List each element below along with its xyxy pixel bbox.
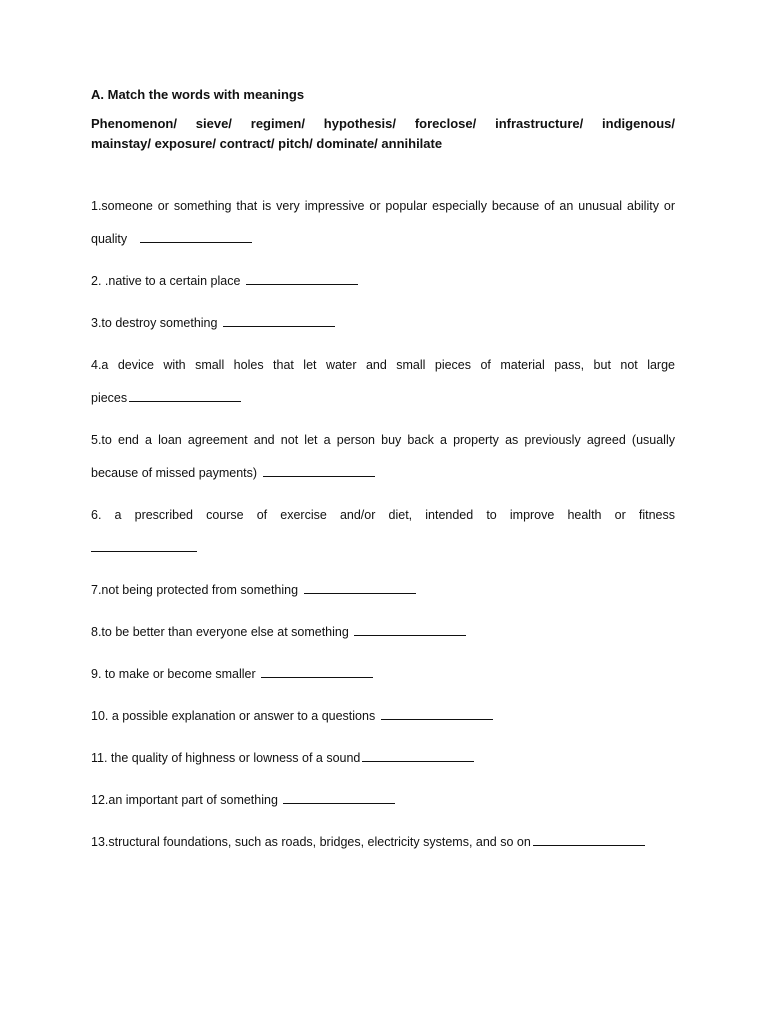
definition-text: 2. .native to a certain place bbox=[91, 274, 241, 288]
answer-blank[interactable] bbox=[354, 621, 466, 636]
definition-item-8 bbox=[91, 616, 675, 649]
definition-item-2 bbox=[91, 265, 675, 298]
definition-text-cont: because of missed payments) bbox=[91, 466, 258, 480]
definition-item-1 bbox=[91, 190, 675, 256]
definition-item-3 bbox=[91, 307, 675, 340]
definition-text: 1.someone or something that is very impressive or popular especially because of an unusual ability or bbox=[91, 199, 675, 213]
section-heading: A. Match the words with meanings bbox=[91, 87, 305, 102]
answer-blank[interactable] bbox=[533, 831, 645, 846]
answer-blank[interactable] bbox=[129, 387, 241, 402]
word-bank bbox=[91, 114, 675, 154]
worksheet-content bbox=[91, 86, 675, 868]
word-bank-line-2: mainstay/ exposure/ contract/ pitch/ dominate/ annihilate bbox=[91, 136, 443, 151]
definition-text: 3.to destroy something bbox=[91, 316, 218, 330]
answer-blank[interactable] bbox=[246, 270, 358, 285]
definition-text: 10. a possible explanation or answer to a questions bbox=[91, 709, 376, 723]
answer-blank[interactable] bbox=[261, 663, 373, 678]
answer-blank[interactable] bbox=[223, 312, 335, 327]
answer-blank[interactable] bbox=[362, 747, 474, 762]
answer-blank[interactable] bbox=[381, 705, 493, 720]
definition-text: 13.structural foundations, such as roads, bridges, electricity systems, and so on bbox=[91, 835, 531, 849]
definition-item-6 bbox=[91, 499, 675, 565]
definition-text-cont: quality bbox=[91, 232, 128, 246]
definition-text: 8.to be better than everyone else at something bbox=[91, 625, 349, 639]
definition-item-4 bbox=[91, 349, 675, 415]
answer-blank[interactable] bbox=[283, 789, 395, 804]
definition-text: 7.not being protected from something bbox=[91, 583, 299, 597]
definition-text: 9. to make or become smaller bbox=[91, 667, 256, 681]
definition-text: 6. a prescribed course of exercise and/or diet, intended to improve health or fitness bbox=[91, 508, 675, 522]
definition-item-7 bbox=[91, 574, 675, 607]
definition-list bbox=[91, 190, 675, 859]
definition-text: 4.a device with small holes that let water and small pieces of material pass, but not large bbox=[91, 358, 675, 372]
definition-text-cont: pieces bbox=[91, 391, 128, 405]
definition-item-11 bbox=[91, 742, 675, 775]
answer-blank[interactable] bbox=[140, 228, 252, 243]
answer-blank[interactable] bbox=[304, 579, 416, 594]
definition-item-13 bbox=[91, 826, 675, 859]
definition-text: 12.an important part of something bbox=[91, 793, 278, 807]
word-bank-line-1: Phenomenon/ sieve/ regimen/ hypothesis/ foreclose/ infrastructure/ indigenous/ bbox=[91, 116, 675, 131]
definition-item-5 bbox=[91, 424, 675, 490]
definition-item-10 bbox=[91, 700, 675, 733]
definition-text: 5.to end a loan agreement and not let a person buy back a property as previously agreed (usually bbox=[91, 433, 675, 447]
definition-item-9 bbox=[91, 658, 675, 691]
definition-text: 11. the quality of highness or lowness of a sound bbox=[91, 751, 361, 765]
answer-blank[interactable] bbox=[91, 537, 197, 552]
answer-blank[interactable] bbox=[263, 462, 375, 477]
definition-item-12 bbox=[91, 784, 675, 817]
